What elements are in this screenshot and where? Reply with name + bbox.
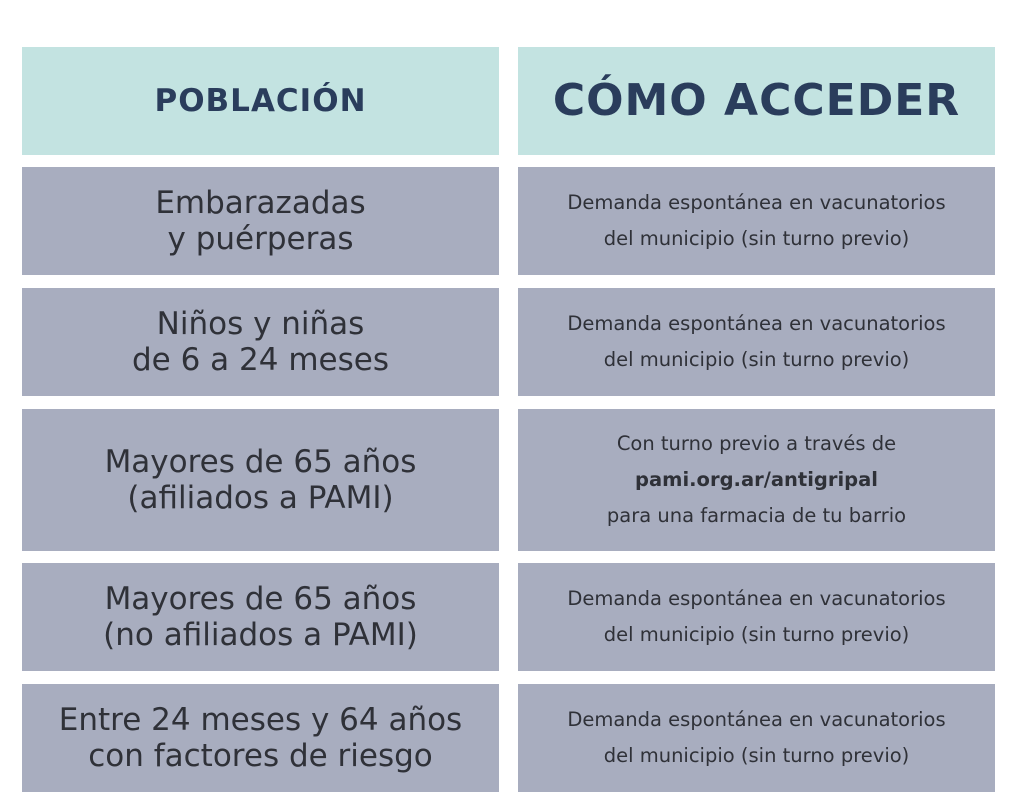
row-3-acceso <box>518 409 995 551</box>
row-1-poblacion <box>22 167 499 275</box>
row-3-acceso-line-1: Con turno previo a través de <box>616 432 897 455</box>
row-2-acceso-line-2: del municipio (sin turno previo) <box>603 348 910 371</box>
row-3-poblacion <box>22 409 499 551</box>
row-2-acceso-line-1: Demanda espontánea en vacunatorios <box>567 312 946 335</box>
row-1-acceso-line-2: del municipio (sin turno previo) <box>603 227 910 250</box>
row-5-poblacion-line-1: Entre 24 meses y 64 años <box>58 702 463 738</box>
row-5-poblacion-line-2: con factores de riesgo <box>88 738 433 774</box>
row-3-acceso-line-3: para una farmacia de tu barrio <box>606 504 907 527</box>
row-1-poblacion-line-2: y puérperas <box>167 221 354 257</box>
row-2-poblacion-line-1: Niños y niñas <box>156 306 365 342</box>
header-como-acceder <box>518 47 995 155</box>
row-2-poblacion <box>22 288 499 396</box>
row-2-poblacion-line-2: de 6 a 24 meses <box>132 342 389 378</box>
row-5-acceso-line-2: del municipio (sin turno previo) <box>603 744 910 767</box>
row-4-poblacion <box>22 563 499 671</box>
row-3-acceso-link: pami.org.ar/antigripal <box>635 468 878 491</box>
row-1-poblacion-line-1: Embarazadas <box>155 185 366 221</box>
row-1-acceso <box>518 167 995 275</box>
row-5-acceso-line-1: Demanda espontánea en vacunatorios <box>567 708 946 731</box>
header-poblacion <box>22 47 499 155</box>
header-poblacion-label: POBLACIÓN <box>154 83 367 119</box>
header-como-acceder-label: CÓMO ACCEDER <box>552 75 961 126</box>
row-5-poblacion <box>22 684 499 792</box>
row-4-poblacion-line-2: (no afiliados a PAMI) <box>103 617 418 653</box>
row-2-acceso <box>518 288 995 396</box>
row-4-poblacion-line-1: Mayores de 65 años <box>104 581 417 617</box>
row-5-acceso <box>518 684 995 792</box>
row-3-poblacion-line-1: Mayores de 65 años <box>104 444 417 480</box>
row-4-acceso-line-1: Demanda espontánea en vacunatorios <box>567 587 946 610</box>
row-4-acceso-line-2: del municipio (sin turno previo) <box>603 623 910 646</box>
row-3-poblacion-line-2: (afiliados a PAMI) <box>127 480 394 516</box>
row-4-acceso <box>518 563 995 671</box>
row-1-acceso-line-1: Demanda espontánea en vacunatorios <box>567 191 946 214</box>
